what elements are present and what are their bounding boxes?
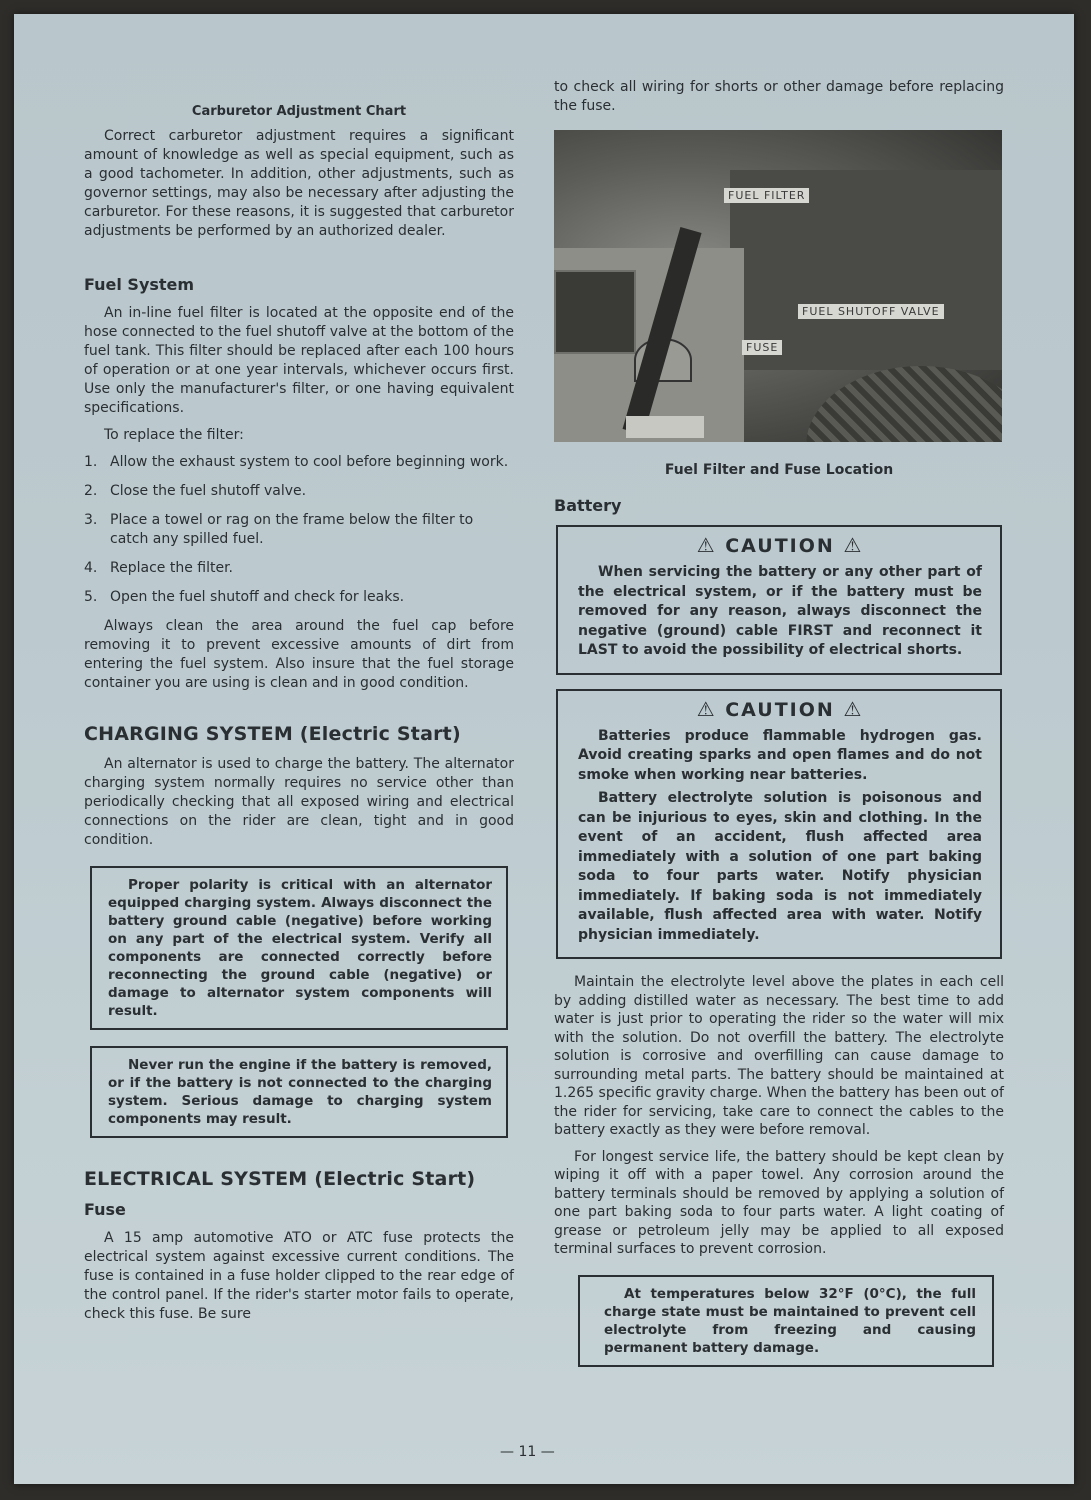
right-column	[554, 78, 1004, 1367]
charging-system-paragraph: An alternator is used to charge the battery. The alternator charging system normally requires no service other than periodically checking that all exposed wiring and electrical connections on the rider are clean, tight and in good condition.	[84, 756, 514, 848]
fuel-filter-label: FUEL FILTER	[724, 188, 809, 203]
maintain-electrolyte-paragraph: Maintain the electrolyte level above the plates in each cell by adding distilled water as necessary. The best time to add water is just prior to operating the rider so the water will mix with the solution. Do not overfill the battery. The electrolyte solution is corrosive and overfilling can cause damage to surrounding metal parts. The battery should be maintained at 1.265 specific gravity charge. When the battery has been out of the rider for servicing, take care to connect the cables to the battery exactly as they were before removal.	[554, 974, 1004, 1138]
list-item: 3. Place a towel or rag on the frame below the filter to catch any spilled fuel.	[84, 512, 474, 547]
caution-box-disconnect	[556, 525, 1002, 675]
warning-triangle-icon: ⚠	[843, 533, 864, 557]
battery-heading: Battery	[554, 496, 622, 515]
temperature-note-box	[578, 1275, 994, 1367]
fuel-system-paragraph: An in-line fuel filter is located at the opposite end of the hose connected to the fuel shutoff valve at the bottom of the fuel tank. This filter should be replaced after each 100 hours of operation or at one year intervals, whichever occurs first. Use only the manufacturer's filter, or one having equivalent specifications.	[84, 305, 514, 416]
caution-hydrogen-text: Batteries produce flammable hydrogen gas. Avoid creating sparks and open flames and do not smoke when working near batteries.	[578, 727, 982, 783]
replace-steps	[84, 453, 514, 607]
photo-caption: Fuel Filter and Fuse Location	[664, 462, 894, 478]
warning-triangle-icon: ⚠	[843, 696, 864, 721]
caution-label: CAUTION	[725, 535, 835, 557]
caution-label: CAUTION	[725, 698, 835, 721]
fuse-paragraph: A 15 amp automotive ATO or ATC fuse protects the electrical system against excessive current conditions. The fuse is contained in a fuse holder clipped to the rear edge of the control panel. If the rider's starter motor fails to operate, check this fuse. Be sure	[84, 1230, 514, 1322]
caution-disconnect-text: When servicing the battery or any other part of the electrical system, or if the battery must be removed for any reason, always disconnect the negative (ground) cable FIRST and reconnect it LAST to avoid the possibility of electrical shorts.	[578, 564, 982, 658]
temperature-note-text: At temperatures below 32°F (0°C), the full charge state must be maintained to prevent cell electrolyte from freezing and causing permanent battery damage.	[604, 1285, 976, 1356]
fuel-system-heading: Fuel System	[84, 275, 195, 294]
battery-removed-warning-box	[90, 1046, 508, 1138]
charging-system-heading: CHARGING SYSTEM (Electric Start)	[84, 723, 461, 745]
warning-triangle-icon: ⚠	[696, 696, 717, 721]
polarity-warning-box	[90, 866, 508, 1030]
list-item: 5. Open the fuel shutoff and check for leaks.	[84, 589, 405, 605]
list-item: 1. Allow the exhaust system to cool before beginning work.	[84, 454, 509, 470]
fuse-heading: Fuse	[84, 1200, 126, 1219]
electrical-system-heading: ELECTRICAL SYSTEM (Electric Start)	[84, 1168, 476, 1190]
fuse-continued-paragraph: to check all wiring for shorts or other damage before replacing the fuse.	[554, 79, 1004, 114]
left-column	[84, 84, 514, 1332]
service-life-paragraph: For longest service life, the battery should be kept clean by wiping it off with a paper towel. Any corrosion around the battery terminals should be removed by applying a solution of one part baking soda to four parts water. A light coating of grease or petroleum jelly may be applied to all exposed terminal surfaces to prevent corrosion.	[554, 1148, 1004, 1257]
battery-removed-warning-text: Never run the engine if the battery is removed, or if the battery is not connected to the charging system. Serious damage to charging system components may result.	[108, 1057, 492, 1127]
polarity-warning-text: Proper polarity is critical with an alternator equipped charging system. Always disconnect the battery ground cable (negative) before working on any part of the electrical system. Verify all components are connected correctly before reconnecting the ground cable (negative) or damage to alternator system components will result.	[108, 877, 492, 1019]
manual-page	[14, 14, 1074, 1484]
warning-triangle-icon: ⚠	[696, 533, 717, 557]
fuel-clean-paragraph: Always clean the area around the fuel cap before removing it to prevent excessive amounts of dirt from entering the fuel system. Also insure that the fuel storage container you are using is clean and in good condition.	[84, 618, 514, 691]
carburetor-heading: Carburetor Adjustment Chart	[191, 104, 407, 119]
carburetor-paragraph: Correct carburetor adjustment requires a significant amount of knowledge as well as special equipment, such as a good tachometer. In addition, other adjustments, such as governor settings, may also be necessary after adjusting the carburetor. For these reasons, it is suggested that carburetor adjustments be performed by an authorized dealer.	[84, 128, 514, 239]
page-number: — 11 —	[500, 1444, 555, 1460]
fuel-filter-fuse-photo	[554, 130, 1002, 442]
caution-box-hydrogen	[556, 689, 1002, 960]
caution-electrolyte-text: Battery electrolyte solution is poisonous and can be injurious to eyes, skin and clothing. In the event of an accident, flush affected area immediately with a solution of one part baking soda to four parts water. Notify physician immediately. If baking soda is not immediately available, flush affected area with water. Notify physician immediately.	[578, 790, 982, 943]
fuel-shutoff-valve-label: FUEL SHUTOFF VALVE	[798, 304, 944, 319]
replace-intro: To replace the filter:	[104, 427, 244, 443]
fuse-label: FUSE	[742, 340, 782, 355]
list-item: 2. Close the fuel shutoff valve.	[84, 483, 307, 499]
list-item: 4. Replace the filter.	[84, 560, 233, 576]
